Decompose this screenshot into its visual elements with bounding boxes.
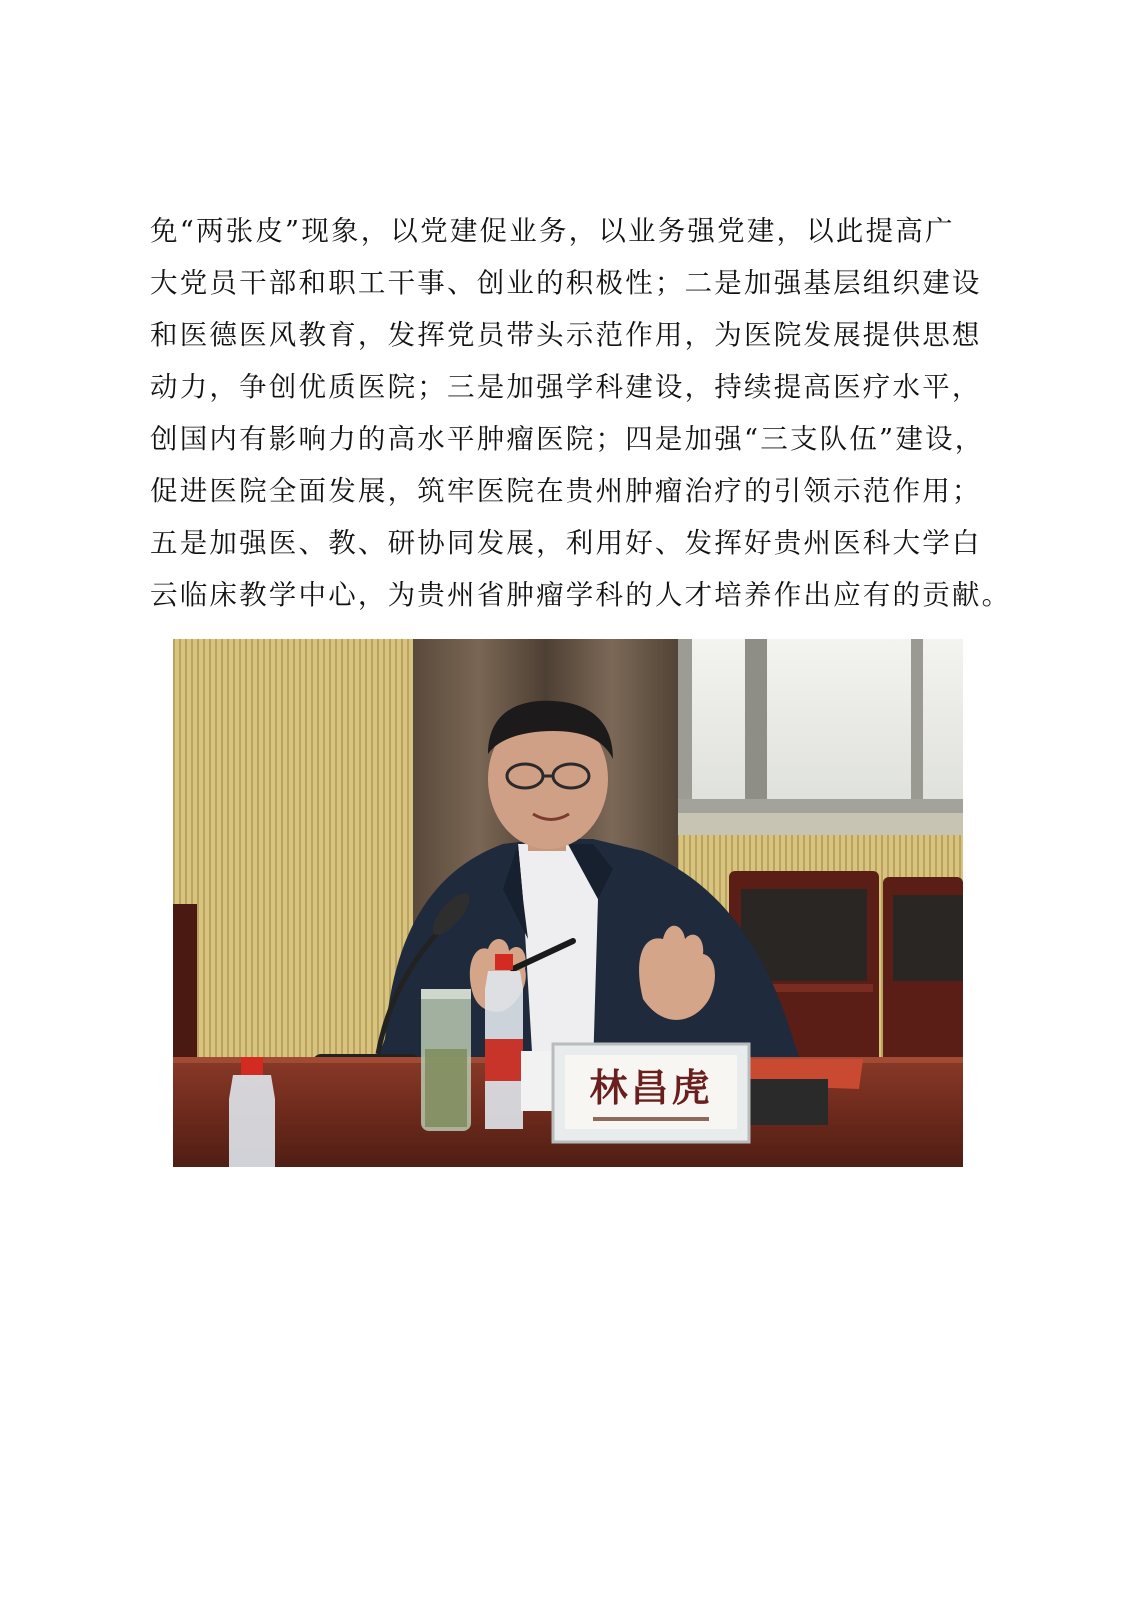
body-paragraph (150, 205, 1012, 621)
paragraph-line: 云临床教学中心，为贵州省肿瘤学科的人才培养作出应有的贡献。 (150, 579, 1012, 611)
paragraph-line: 动力，争创优质医院；三是加强学科建设，持续提高医疗水平， (150, 371, 982, 403)
nameplate (553, 1044, 749, 1142)
paragraph-line: 免“两张皮”现象，以党建促业务，以业务强党建，以此提高广 (150, 215, 955, 247)
paragraph-line: 大党员干部和职工干事、创业的积极性；二是加强基层组织建设 (150, 267, 982, 299)
striped-wall (173, 639, 418, 1079)
chair-right-2 (883, 877, 963, 1077)
nameplate-text: 林昌虎 (589, 1065, 713, 1110)
meeting-photo (173, 639, 963, 1167)
paragraph-line: 促进医院全面发展，筑牢医院在贵州肿瘤治疗的引领示范作用； (150, 475, 982, 507)
paragraph-line: 五是加强医、教、研协同发展，利用好、发挥好贵州医科大学白 (150, 527, 982, 559)
paragraph-line: 创国内有影响力的高水平肿瘤医院；四是加强“三支队伍”建设， (150, 423, 985, 455)
tea-cup (421, 989, 471, 1131)
water-bottle (485, 954, 523, 1129)
paragraph-line: 和医德医风教育，发挥党员带头示范作用，为医院发展提供思想 (150, 319, 982, 351)
meeting-photo-illustration (173, 639, 963, 1167)
